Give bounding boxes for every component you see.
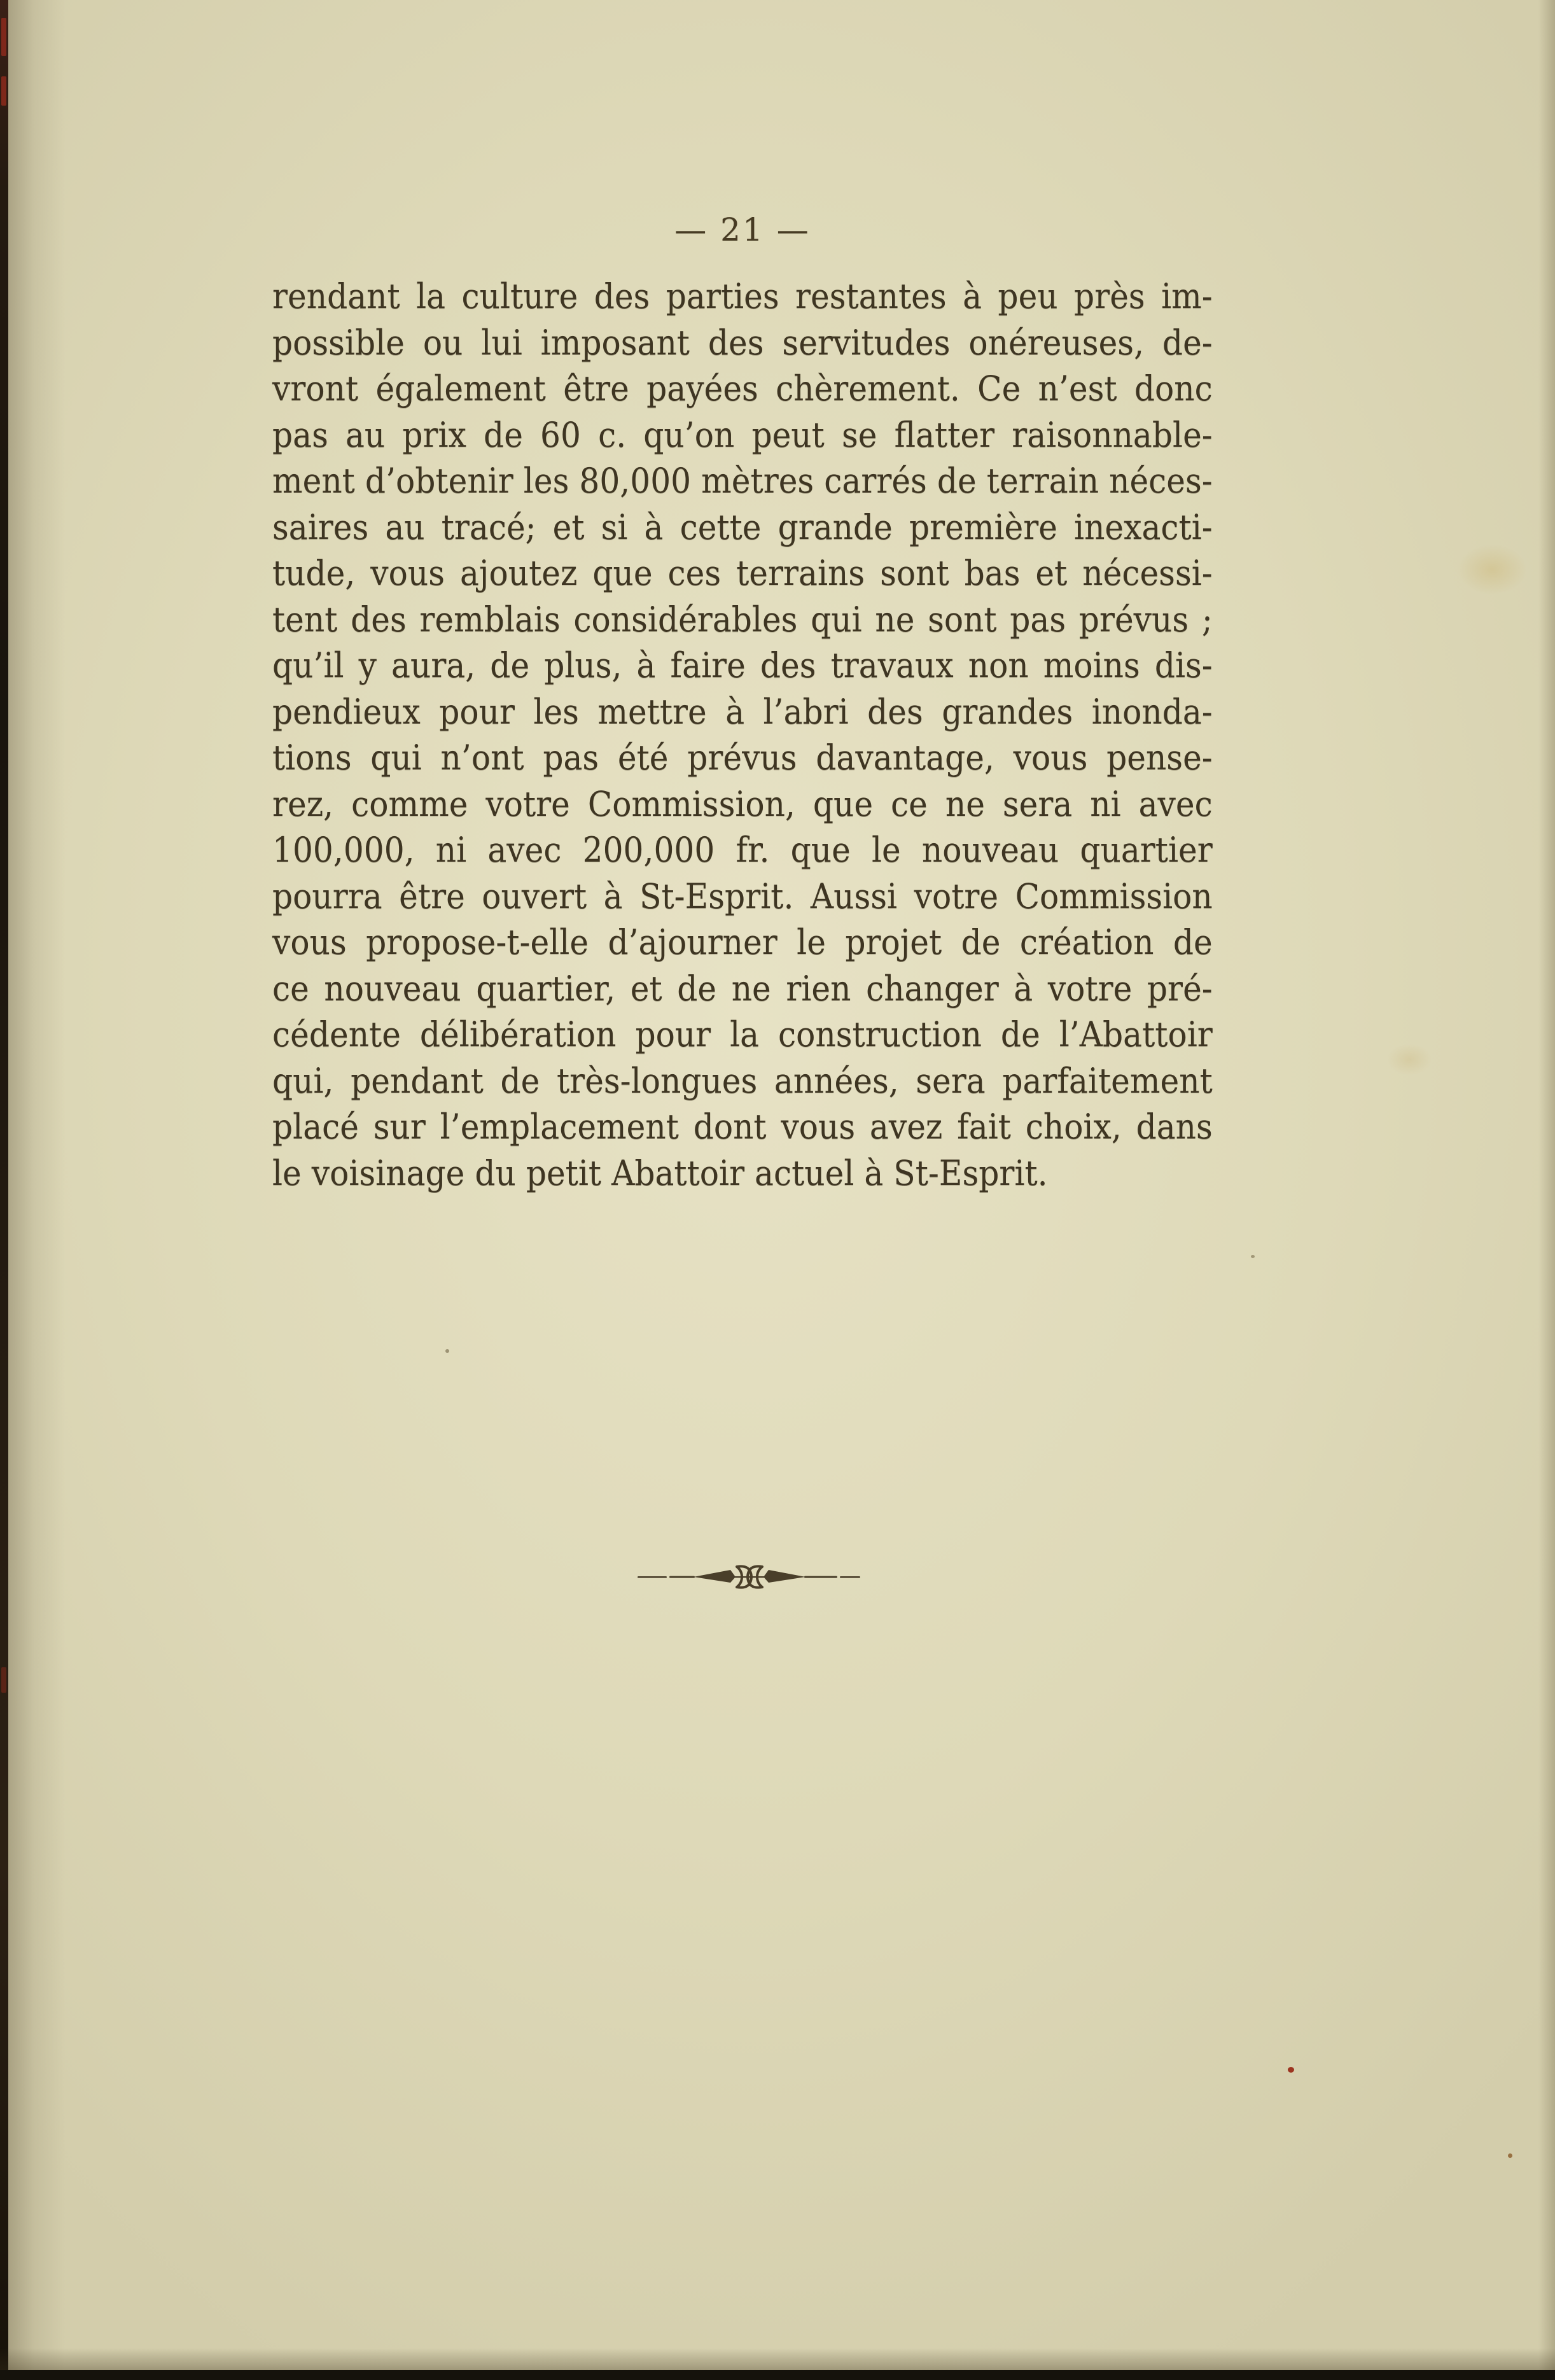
text-line: tent des remblais considérables qui ne sont pas prévus ; [272, 599, 1213, 640]
text-line: saires au tracé; et si à cette grande première inexacti- [272, 507, 1213, 547]
text-line: pendieux pour les mettre à l’abri des grandes inonda- [272, 691, 1213, 732]
text-line: rendant la culture des parties restantes à peu près im- [272, 276, 1213, 316]
text-line: placé sur l’emplacement dont vous avez fait choix, dans [272, 1107, 1213, 1147]
page-right-edge-shadow [1538, 0, 1555, 2380]
text-line: vront également être payées chèrement. Ce n’est donc [272, 368, 1213, 409]
text-line: rez, comme votre Commission, que ce ne sera ni avec [272, 783, 1213, 824]
text-line: ment d’obtenir les 80,000 mètres carrés de terrain néces- [272, 461, 1213, 501]
book-binding-edge [0, 0, 8, 2380]
text-line: qu’il y aura, de plus, à faire des travaux non moins dis- [272, 645, 1213, 685]
binding-red-mark [1, 18, 6, 56]
paper-speck [445, 1349, 449, 1353]
page-bottom-edge-shadow [0, 2348, 1555, 2370]
text-line: tude, vous ajoutez que ces terrains sont bas et nécessi- [272, 553, 1213, 593]
gutter-shadow [8, 0, 66, 2380]
binding-red-mark [1, 76, 6, 106]
text-line: cédente délibération pour la construction de l’Abattoir [272, 1014, 1213, 1054]
text-line: pas au prix de 60 c. qu’on peut se flatter raisonnable- [272, 414, 1213, 455]
text-line: pourra être ouvert à St-Esprit. Aussi votre Commission [272, 876, 1213, 916]
body-text [272, 274, 1213, 1196]
text-line: le voisinage du petit Abattoir actuel à St-Esprit. [272, 1152, 1048, 1193]
paper-speck [1288, 2067, 1294, 2073]
paper-speck [1251, 1255, 1255, 1258]
page-number: — 21 — [674, 211, 811, 248]
paper-stain [1387, 1044, 1432, 1075]
text-line: tions qui n’ont pas été prévus davantage, vous pense- [272, 738, 1213, 778]
page-bottom-edge [0, 2370, 1555, 2380]
text-line: 100,000, ni avec 200,000 fr. que le nouveau quartier [272, 830, 1213, 870]
paper-stain [1457, 544, 1527, 595]
tailpiece-ornament-icon [635, 1560, 864, 1593]
text-line: qui, pendant de très-longues années, sera parfaitement [272, 1060, 1213, 1101]
text-line: ce nouveau quartier, et de ne rien changer à votre pré- [272, 968, 1213, 1009]
paper-speck [1508, 2153, 1512, 2158]
text-line: possible ou lui imposant des servitudes onéreuses, de- [272, 322, 1213, 363]
text-line: vous propose-t-elle d’ajourner le projet de création de [272, 922, 1213, 962]
binding-red-mark [1, 1667, 6, 1693]
